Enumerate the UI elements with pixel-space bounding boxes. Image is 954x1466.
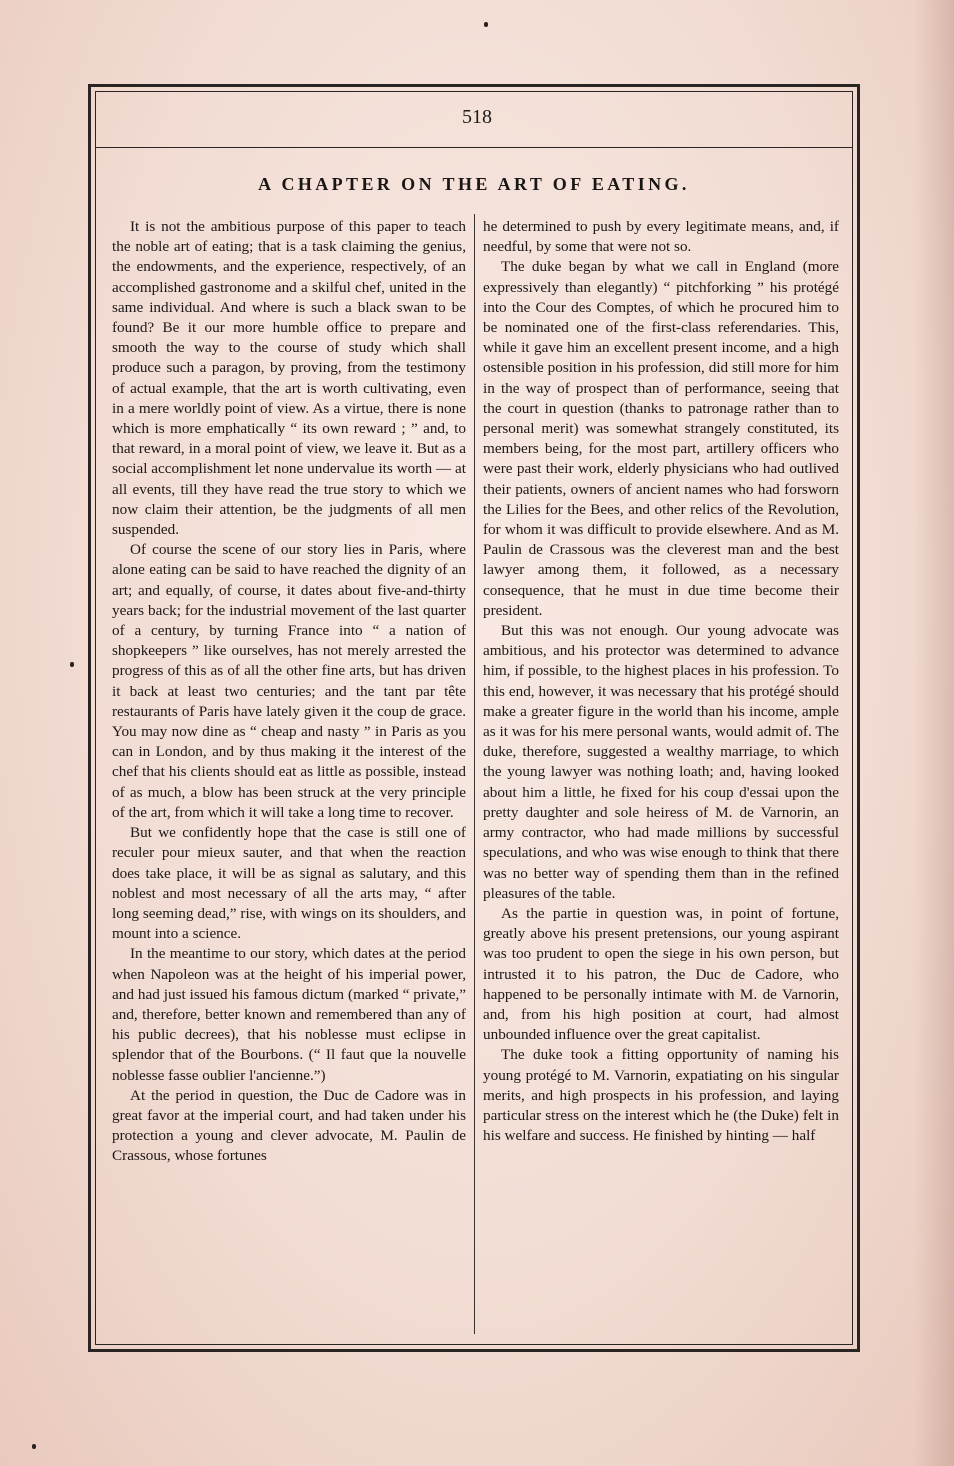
paragraph: But we confidently hope that the case is still one of reculer pour mieux sauter, and that when the reaction does take place, it will be as signal as salutary, and this noblest and most necessary of all the arts may, “ after long seeming dead,” rise, with wings on its shoulders, and mount into a science. bbox=[112, 824, 466, 943]
left-column bbox=[112, 217, 466, 1167]
paragraph: The duke took a fitting opportunity of naming his young protégé to M. Varnorin, expatiating on his singular merits, and high prospects in his profession, and laying particular stress on the interest which he (the Duke) felt in his welfare and success. He finished by hinting — half bbox=[483, 1046, 839, 1145]
paragraph: It is not the ambitious purpose of this paper to teach the noble art of eating; that is a task claiming the genius, the endowments, and the experience, respectively, of an accomplished gastronome and a skilful chef, united in the same individual. And where is such a black swan to be found? Be it our more humble office to prepare and smooth the way to the course of study which shall produce such a paragon, by proving, from the testimony of actual example, that the art is worth cultivating, even in a mere worldly point of view. As a virtue, there is none which is more emphatically “ its own reward ; ” and, to that reward, in a moral point of view, we leave it. But as a social accomplishment let none undervalue its worth — at all events, till they have read the true story to which we now claim their attention, be the judgments of all men suspended. bbox=[112, 218, 466, 539]
paragraph: At the period in question, the Duc de Cadore was in great favor at the imperial court, and had taken under his protection a young and clever advocate, M. Paulin de Crassous, whose fortunes bbox=[112, 1086, 466, 1165]
ink-speck bbox=[484, 22, 488, 27]
page-edge-shadow bbox=[914, 0, 954, 1466]
ink-speck bbox=[70, 662, 74, 667]
paragraph-continued: he determined to push by every legitimate means, and, if needful, by some that were not so. bbox=[483, 218, 839, 256]
ink-speck bbox=[32, 1444, 36, 1449]
paragraph: In the meantime to our story, which dates at the period when Napoleon was at the height of his imperial power, and had just issued his famous dictum (marked “ private,” and, therefore, better known and remembered than any of his public decrees), that his noblesse must eclipse in splendor that of the Bourbons. (“ Il faut que la nouvelle noblesse fasse oublier l'ancienne.”) bbox=[112, 945, 466, 1084]
page-number: 518 bbox=[462, 106, 492, 128]
paragraph: Of course the scene of our story lies in Paris, where alone eating can be said to have reached the dignity of an art; and equally, of course, it dates about five-and-thirty years back; for the industrial movement of the last quarter of a century, by turning France into “ a nation of shopkeepers ” like ourselves, has not merely arrested the progress of this as of all the other fine arts, but has driven it back at least two centuries; and the tant par tête restaurants of Paris have lately given it the coup de grace. You may now dine as “ cheap and nasty ” in Paris as you can in London, and by thus making it the interest of the chef that his clients should eat as little as possible, instead of as much, a blow has been struck at the very principle of the art, from which it will take a long time to recover. bbox=[112, 541, 466, 821]
paragraph: But this was not enough. Our young advocate was ambitious, and his protector was determined to advance him, if possible, to the highest places in his profession. To this end, however, it was necessary that his protégé should make a greater figure in the world than his income, ample as it was for his mere personal wants, would admit of. The duke, therefore, suggested a wealthy marriage, to which the young lawyer was nothing loath; and, having looked about him a little, he fixed for his coup d'essai upon the pretty daughter and sole heiress of M. de Varnorin, an army contractor, who had made millions by successful speculations, and who was wise enough to think that there was no better way of spending them than in the refined pleasures of the table. bbox=[483, 622, 839, 902]
paragraph: The duke began by what we call in England (more expressively than elegantly) “ pitchforking ” his protégé into the Cour des Comptes, of which he procured him to be nominated one of the first-class referendaries. This, while it gave him an excellent present income, and a high ostensible position in his profession, did still more for him in the way of prospect than of performance, seeing that the court in question (thanks to patronage rather than to personal merit) was somewhat strangely constituted, its members being, for the most part, artillery officers who were past their work, elderly physicians who had outlived their patients, owners of ancient names who had forsworn the Lilies for the Bees, and other relics of the Revolution, for whom it was difficult to provide elsewhere. And as M. Paulin de Crassous was the cleverest man and the best lawyer among them, it followed, as a necessary consequence, that he must in due time become their president. bbox=[483, 258, 839, 619]
header-rule bbox=[96, 147, 852, 148]
paragraph: As the partie in question was, in point of fortune, greatly above his present pretensions, our young aspirant was too prudent to open the siege in his own person, but intrusted it to his patron, the Duc de Cadore, who happened to be personally intimate with M. de Varnorin, and, from his high position at court, had almost unbounded influence over the great capitalist. bbox=[483, 904, 839, 1044]
column-divider bbox=[474, 214, 475, 1334]
chapter-title: A CHAPTER ON THE ART OF EATING. bbox=[258, 174, 690, 194]
right-column bbox=[483, 217, 839, 1146]
